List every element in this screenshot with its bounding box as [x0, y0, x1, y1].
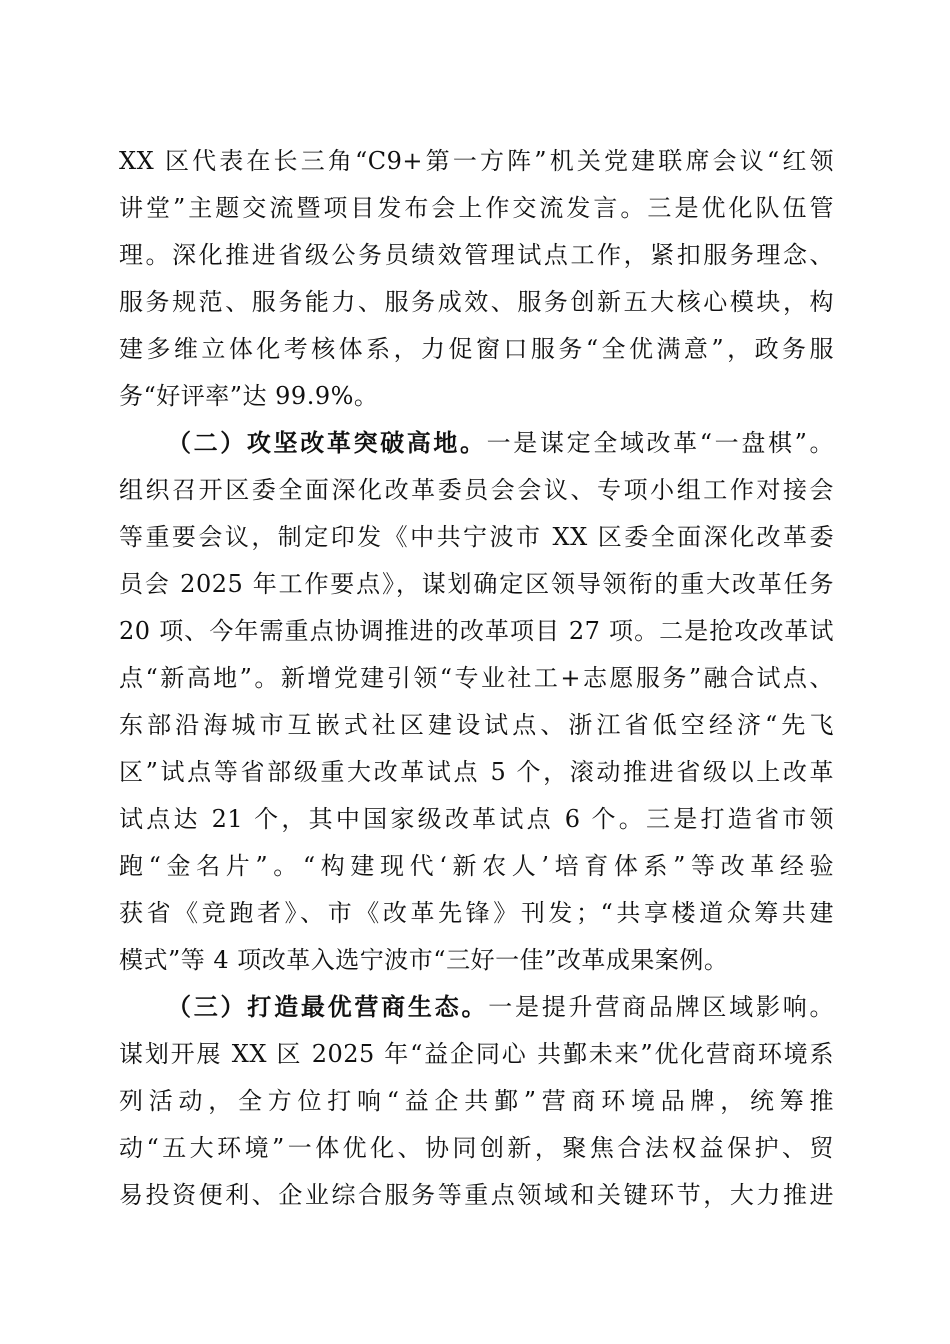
paragraph-2-line-9: 试点达 21 个，其中国家级改革试点 6 个。三是打造省市领 — [119, 805, 834, 833]
paragraph-2-first-line-text: 一是谋定全域改革“一盘棋”。 — [486, 429, 835, 457]
paragraph-2-line-7: 东部沿海城市互嵌式社区建设试点、浙江省低空经济“先飞 — [119, 711, 834, 739]
paragraph-3-line-5: 易投资便利、企业综合服务等重点领域和关键环节，大力推进 — [119, 1181, 834, 1209]
paragraph-1-line-2: 讲堂”主题交流暨项目发布会上作交流发言。三是优化队伍管 — [119, 194, 834, 222]
paragraph-2-line-8: 区”试点等省部级重大改革试点 5 个，滚动推进省级以上改革 — [119, 758, 834, 786]
paragraph-2-line-4: 员会 2025 年工作要点》，谋划确定区领导领衔的重大改革任务 — [119, 570, 834, 598]
paragraph-1-line-6: 务“好评率”达 99.9%。 — [119, 382, 379, 410]
paragraph-1-line-3: 理。深化推进省级公务员绩效管理试点工作，紧扣服务理念、 — [119, 241, 834, 269]
paragraph-1-line-4: 服务规范、服务能力、服务成效、服务创新五大核心模块，构 — [119, 288, 834, 316]
paragraph-2-line-6: 点“新高地”。新增党建引领“专业社工+志愿服务”融合试点、 — [119, 664, 834, 692]
paragraph-3-line-4: 动“五大环境”一体优化、协同创新，聚焦合法权益保护、贸 — [119, 1134, 834, 1162]
paragraph-2-line-3: 等重要会议，制定印发《中共宁波市 XX 区委全面深化改革委 — [119, 523, 834, 551]
paragraph-2-line-5: 20 项、今年需重点协调推进的改革项目 27 项。二是抢攻改革试 — [119, 617, 834, 645]
section-heading-3: （三）打造最优营商生态。 — [167, 993, 489, 1021]
paragraph-2-first-line — [167, 423, 834, 463]
paragraph-2-line-10: 跑“金名片”。“构建现代‘新农人’培育体系”等改革经验 — [119, 852, 834, 880]
paragraph-1-line-1: XX 区代表在长三角“C9+第一方阵”机关党建联席会议“红领 — [119, 147, 834, 175]
paragraph-2-line-12: 模式”等 4 项改革入选宁波市“三好一佳”改革成果案例。 — [119, 946, 729, 974]
paragraph-3-line-2: 谋划开展 XX 区 2025 年“益企同心 共鄞未来”优化营商环境系 — [119, 1040, 834, 1068]
paragraph-2-line-2: 组织召开区委全面深化改革委员会会议、专项小组工作对接会 — [119, 476, 834, 504]
paragraph-1-line-5: 建多维立体化考核体系，力促窗口服务“全优满意”，政务服 — [119, 335, 834, 363]
paragraph-3-first-line — [167, 987, 834, 1027]
paragraph-2-line-11: 获省《竞跑者》、市《改革先锋》刊发；“共享楼道众筹共建 — [119, 899, 834, 927]
paragraph-3-line-3: 列活动，全方位打响“益企共鄞”营商环境品牌，统筹推 — [119, 1087, 834, 1115]
section-heading-2: （二）攻坚改革突破高地。 — [167, 429, 487, 457]
paragraph-3-first-line-text: 一是提升营商品牌区域影响。 — [488, 993, 834, 1021]
